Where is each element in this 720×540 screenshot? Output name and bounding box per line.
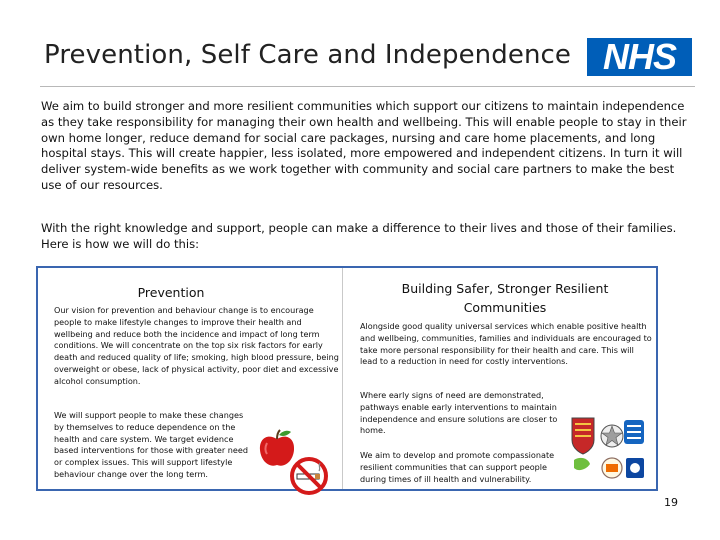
communities-heading-line1: Building Safer, Stronger Resilient [401, 281, 609, 296]
no-smoking-icon [288, 455, 330, 497]
communities-text: Alongside good quality universal services which enable positive health and wellbeing, communities, families and individuals are encouraged to take more personal responsibility for their health and care. This will lead to a reduction in need for costly interventions. [360, 321, 652, 367]
communities-heading-line2: Communities [463, 300, 547, 315]
prevention-text: Our vision for prevention and behaviour change is to encourage people to make lifestyle changes to improve their health and wellbeing and reduce both the incidence and impact of long term conditions. We will concentrate on the top six risk factors for early death and reduced quality of life; smoking, high blood pressure, being overweight or obese, lack of physical activity, poor diet and excessive alcohol consumption. [54, 305, 339, 386]
title-divider [40, 86, 695, 87]
communities-heading [360, 279, 650, 317]
partner-logos-icon [566, 410, 650, 490]
column-divider [342, 268, 343, 489]
intro-paragraph-2: With the right knowledge and support, people can make a difference to their lives and those of their families. Here is how we will do this: [41, 221, 677, 251]
page-number: 19 [664, 496, 678, 509]
resilient-communities-text: We aim to develop and promote compassionate resilient communities that can support people during times of ill health and vulnerability. [360, 450, 555, 484]
page-title: Prevention, Self Care and Independence [44, 40, 572, 70]
intro-paragraph: We aim to build stronger and more resilient communities which support our citizens to maintain independence as they take responsibility for managing their own health and wellbeing. This will enable people to stay in their own home longer, reduce demand for social care packages, nursing and care home placements, and long hospital stays. This will create happier, less isolated, more empowered and independent citizens. In turn it will deliver system-wide benefits as we work together with community and social care partners to make the best use of our resources. [41, 99, 687, 192]
prevention-heading: Prevention [137, 285, 205, 300]
prevention-support-text: We will support people to make these changes by themselves to reduce dependence on the health and care system. We target evidence based interventions for those with greater need or complex issues. This will support lifestyle behaviour change over the long term. [54, 410, 249, 479]
nhs-logo: NHS [587, 38, 692, 76]
early-intervention-text: Where early signs of need are demonstrated, pathways enable early interventions to maintain independence and ensure solutions are closer to home. [360, 390, 558, 436]
